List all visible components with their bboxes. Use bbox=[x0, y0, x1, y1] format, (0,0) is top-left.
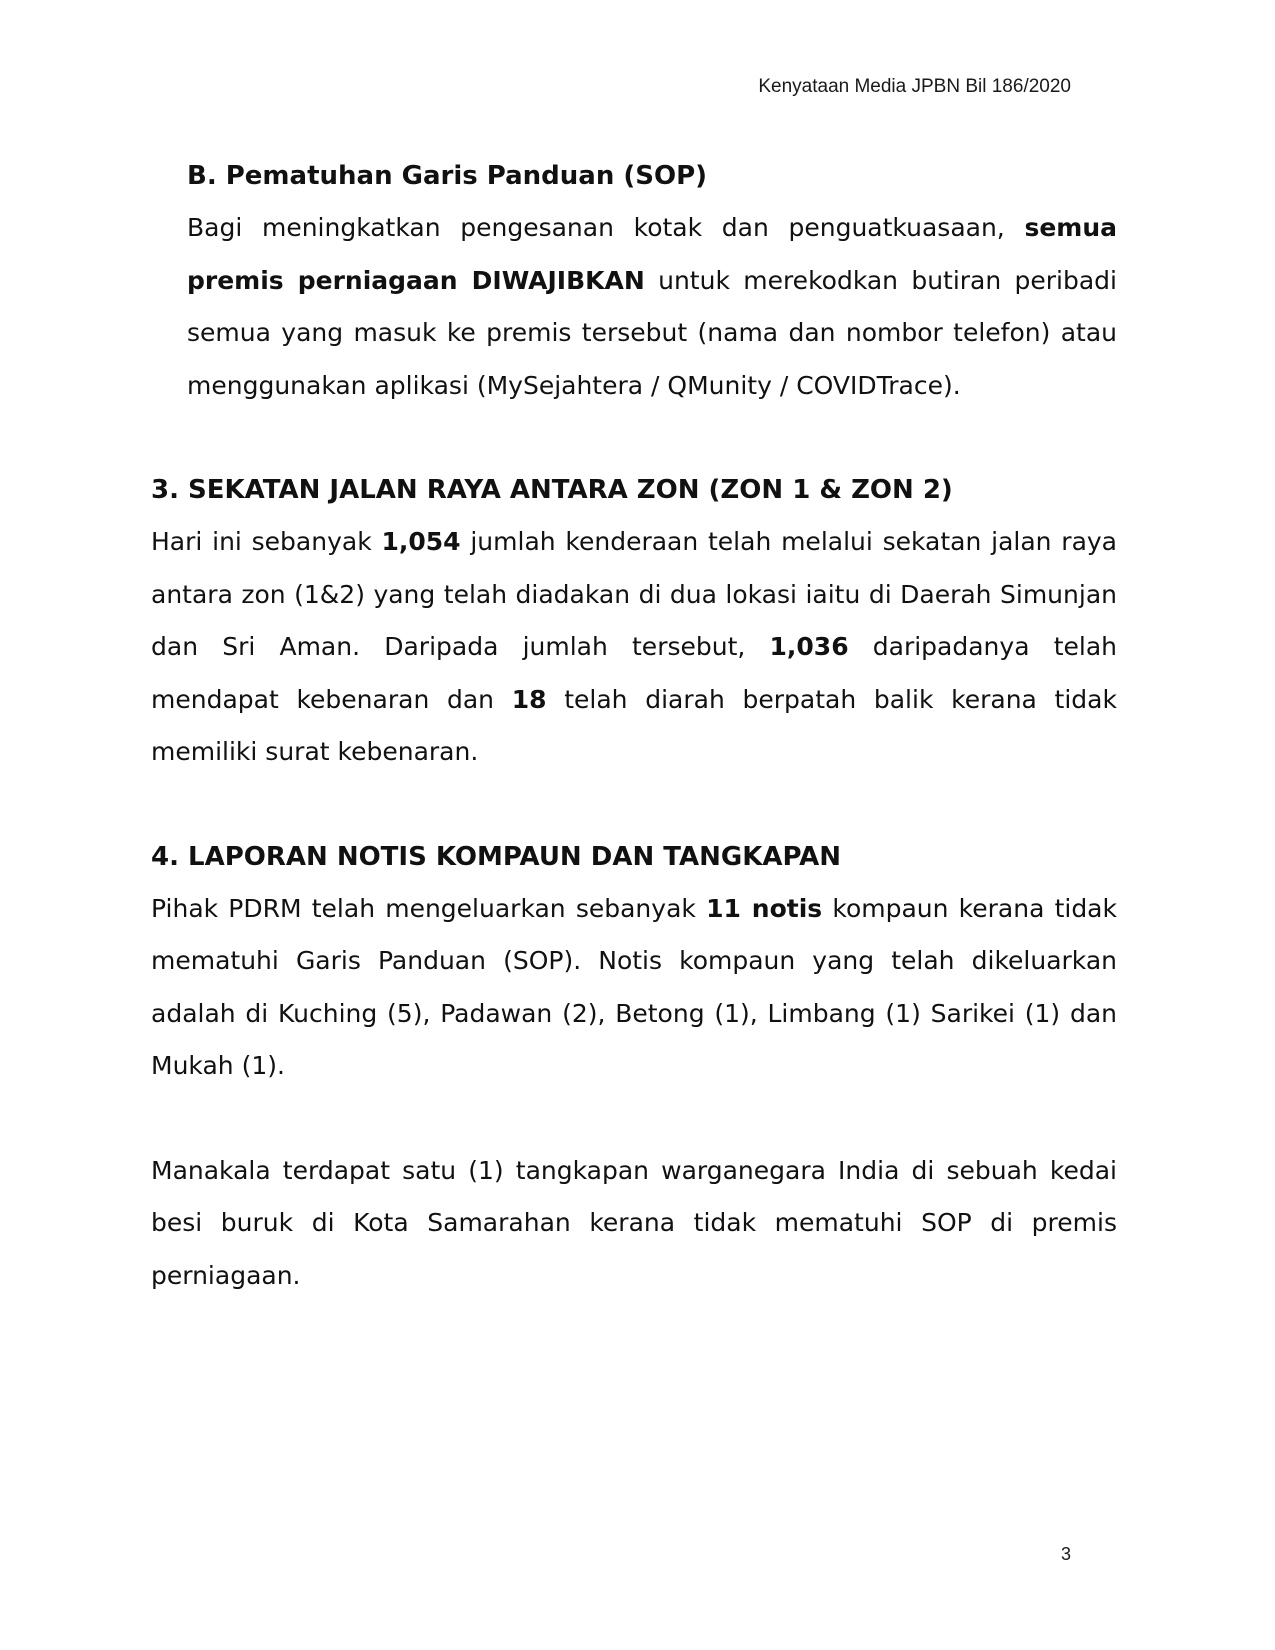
document-body bbox=[151, 150, 1117, 1302]
section-3-paragraph bbox=[151, 516, 1117, 779]
text-span: jumlah kenderaan telah melalui sekatan jalan raya antara zon (1&2) yang telah diadakan di dua lokasi iaitu di Daerah Simunjan dan Sri Aman. Daripada jumlah tersebut, bbox=[151, 527, 1118, 661]
section-b-heading: B. Pematuhan Garis Panduan (SOP) bbox=[187, 161, 708, 191]
section-3-heading: 3. SEKATAN JALAN RAYA ANTARA ZON (ZON 1 & ZON 2) bbox=[151, 475, 953, 505]
bold-number: 1,054 bbox=[381, 527, 461, 556]
section-4 bbox=[151, 831, 1117, 1303]
section-4-paragraph-1 bbox=[151, 883, 1117, 1093]
bold-text: 11 notis bbox=[706, 893, 823, 923]
text-span: Bagi meningkatkan pengesanan kotak dan penguatkuasaan, bbox=[187, 213, 1025, 242]
section-3 bbox=[151, 464, 1117, 779]
spacer bbox=[151, 1093, 1117, 1145]
section-b bbox=[151, 150, 1117, 412]
spacer bbox=[151, 779, 1117, 831]
text-span: untuk merekodkan butiran peribadi semua yang masuk ke premis tersebut (nama dan nombor telefon) atau menggunakan aplikasi (MySejahtera / QMunity / COVIDTrace). bbox=[187, 265, 1117, 400]
page-number: 3 bbox=[1060, 1544, 1071, 1564]
text-span: Pihak PDRM telah mengeluarkan sebanyak bbox=[151, 893, 707, 923]
text-span: telah diarah berpatah balik kerana tidak memiliki surat kebenaran. bbox=[151, 684, 1117, 766]
section-4-heading: 4. LAPORAN NOTIS KOMPAUN DAN TANGKAPAN bbox=[151, 841, 842, 872]
bold-number: 18 bbox=[511, 684, 547, 714]
bold-number: 1,036 bbox=[769, 632, 849, 661]
text-span: Hari ini sebanyak bbox=[151, 527, 382, 556]
bold-text: semua premis perniagaan DIWAJIBKAN bbox=[187, 213, 1117, 295]
document-header: Kenyataan Media JPBN Bil 186/2020 bbox=[758, 76, 1071, 97]
section-b-paragraph bbox=[187, 202, 1117, 412]
section-4-paragraph-2: Manakala terdapat satu (1) tangkapan warganegara India di sebuah kedai besi buruk di Kota Samarahan kerana tidak mematuhi SOP di premis perniagaan. bbox=[151, 1155, 1117, 1290]
text-span: daripadanya telah mendapat kebenaran dan bbox=[151, 632, 1117, 714]
text-span: kompaun kerana tidak mematuhi Garis Panduan (SOP). Notis kompaun yang telah dikeluarkan adalah di Kuching (5), Padawan (2), Betong (1), Limbang (1) Sarikei (1) dan Mukah (1). bbox=[151, 893, 1117, 1080]
spacer bbox=[151, 412, 1117, 464]
